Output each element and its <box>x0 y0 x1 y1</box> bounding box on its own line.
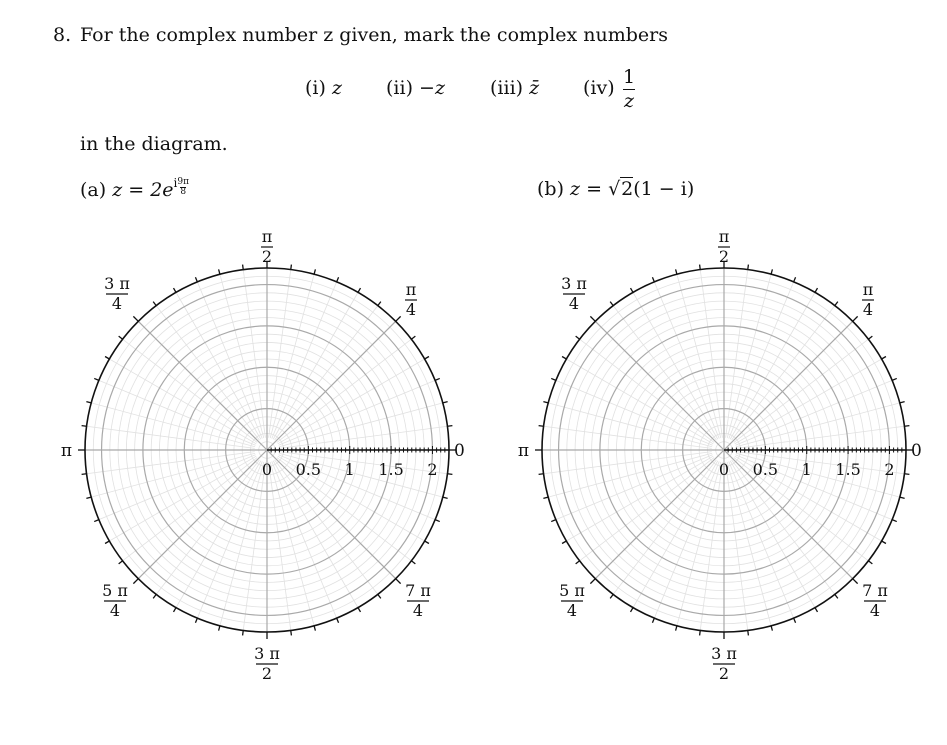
grid-b-angle-label-pi-2-den: 2 <box>718 247 730 266</box>
grid-b-angle-tick <box>853 316 858 321</box>
item-i-label: (i) <box>305 77 326 99</box>
grid-b-minor-spoke <box>726 270 748 438</box>
grid-b-angle-tick <box>610 302 613 306</box>
grid-b-angle-tick <box>543 402 548 403</box>
grid-b-minor-spoke <box>700 270 722 438</box>
grid-b-angle-tick <box>794 277 796 282</box>
grid-b-radial-label: 2 <box>884 460 895 479</box>
grid-b-angle-tick <box>610 594 613 598</box>
grid-b-minor-spoke <box>677 274 721 438</box>
item-iv-label: (iv) <box>583 77 615 99</box>
grid-b-radial-label: 0 <box>718 460 730 479</box>
grid-b-angle-tick <box>815 288 818 292</box>
grid-b-angle-tick <box>900 402 905 403</box>
grid-a-radial-label: 0 <box>261 460 273 479</box>
grid-b-minor-spoke <box>736 403 900 447</box>
grid-b-angle-label-3pi-4 <box>561 274 587 313</box>
grid-b-angle-tick <box>562 357 566 360</box>
grid-a-angle-label-pi-4-den: 4 <box>405 300 417 319</box>
grid-b-angle-label-pi-4 <box>862 280 874 319</box>
grid-b-angle-label-7pi-4-num: 7 π <box>862 581 888 600</box>
grid-b-angle-tick <box>676 626 677 631</box>
part-b-lhs: z = <box>570 178 609 200</box>
grid-b-angle-tick <box>539 474 544 475</box>
item-iii-label: (iii) <box>490 77 524 99</box>
grid-b-angle-label-pi: π <box>517 441 529 461</box>
grid-b-angle-tick <box>576 561 580 564</box>
grid-b-angle-label-pi-2 <box>718 227 730 266</box>
grid-b-minor-spoke <box>544 452 712 474</box>
grid-b-angle-tick <box>652 277 654 282</box>
grid-b-angle-tick <box>631 608 634 612</box>
question-prompt: For the complex number z given, mark the complex numbers <box>80 24 668 46</box>
grid-b-angle-tick <box>882 541 886 544</box>
grid-b-angle-tick <box>868 336 872 339</box>
grid-a-angle-label-7pi-4-den: 4 <box>412 601 424 620</box>
grid-b-minor-spoke <box>548 403 712 447</box>
grid-b-angle-tick <box>853 579 858 584</box>
grid-a-angle-label-5pi-4-den: 4 <box>109 601 121 620</box>
grid-a-angle-label-pi-2-den: 2 <box>261 247 273 266</box>
grid-a-radial-label: 1.5 <box>378 460 404 479</box>
grid-b-angle-tick <box>676 269 677 274</box>
grid-b-minor-spoke <box>677 462 721 626</box>
grid-b-minor-spoke <box>700 462 722 630</box>
question-suffix: in the diagram. <box>80 133 228 155</box>
grid-b-angle-label-3pi-4-den: 4 <box>568 294 580 313</box>
grid-a-radial-label: 1 <box>344 460 355 479</box>
grid-b-angle-label-5pi-4-num: 5 π <box>559 581 585 600</box>
grid-b-angle-tick <box>904 474 909 475</box>
grid-a-angle-label-3pi-2-den: 2 <box>261 664 273 683</box>
part-a-exp-num: 9π <box>177 177 190 187</box>
grid-b-angle-label-pi-4-num: π <box>862 280 874 299</box>
grid-b-angle-tick <box>892 378 897 380</box>
grid-b-minor-spoke <box>548 453 712 497</box>
item-i-expr: z <box>331 77 342 99</box>
grid-b-angle-tick <box>543 497 548 498</box>
grid-a-angle-label-pi: π <box>60 441 72 461</box>
part-b-rhs: (1 − i) <box>633 178 695 200</box>
part-a-letter: (a) <box>80 179 107 201</box>
grid-b-angle-tick <box>904 426 909 427</box>
grid-b-angle-tick <box>815 608 818 612</box>
item-iii-expr: z̄ <box>529 77 540 99</box>
grid-a-angle-label-pi-4-num: π <box>405 280 417 299</box>
grid-b-minor-spoke <box>544 426 712 448</box>
grid-b-angle-tick <box>794 618 796 623</box>
grid-a-angle-label-3pi-4-den: 4 <box>111 294 123 313</box>
grid-b-radial-label: 1.5 <box>835 460 861 479</box>
grid-b-angle-tick <box>700 265 701 270</box>
grid-b-angle-label-7pi-4 <box>862 581 888 620</box>
grid-b-angle-label-3pi-2-den: 2 <box>718 664 730 683</box>
grid-b-angle-label-5pi-4-den: 4 <box>566 601 578 620</box>
grid-a-angle-label-3pi-4-num: 3 π <box>104 274 130 293</box>
grid-b-major-spoke <box>595 321 724 450</box>
grid-a-angle-label-7pi-4-num: 7 π <box>405 581 431 600</box>
grid-b-angle-label-5pi-4 <box>559 581 585 620</box>
grid-b-angle-tick <box>551 520 556 522</box>
grid-b-angle-tick <box>576 336 580 339</box>
grid-b-angle-tick <box>631 288 634 292</box>
item-ii-expr: −z <box>419 77 445 99</box>
grid-a-angle-label-5pi-4-num: 5 π <box>102 581 128 600</box>
grid-b-angle-tick <box>835 302 838 306</box>
grid-b-angle-label-pi-2-num: π <box>718 227 730 246</box>
grid-b-radial-label: 0.5 <box>752 460 779 479</box>
grid-b-minor-spoke <box>736 426 904 448</box>
grid-b-angle-tick <box>539 426 544 427</box>
grid-b-angle-tick <box>590 579 595 584</box>
grid-b-angle-tick <box>748 265 749 270</box>
grid-b-angle-label-7pi-4-den: 4 <box>869 601 881 620</box>
grid-b-angle-label-3pi-2 <box>711 644 737 683</box>
grid-a-radial-label: 0.5 <box>295 460 322 479</box>
grid-b-minor-spoke <box>726 462 748 630</box>
item-ii-label: (ii) <box>386 77 413 99</box>
question-number: 8. <box>53 24 72 46</box>
part-b-letter: (b) <box>537 178 564 200</box>
grid-a-angle-label-0: 0 <box>454 441 465 461</box>
grid-a-radial-label: 2 <box>427 460 438 479</box>
part-b-sqrt-arg: 2 <box>621 178 634 200</box>
grid-b-angle-label-pi-4-den: 4 <box>862 300 874 319</box>
part-b-label: (b) z = √2(1 − i) <box>537 178 695 200</box>
grid-b-angle-tick <box>748 630 749 635</box>
grid-b-angle-tick <box>652 618 654 623</box>
grid-b-angle-label-0: 0 <box>911 441 922 461</box>
part-a-exp-i: i <box>173 176 178 190</box>
grid-b-angle-tick <box>892 520 897 522</box>
grid-b-angle-tick <box>700 630 701 635</box>
grid-b-major-spoke <box>595 450 724 579</box>
grid-b-angle-tick <box>562 541 566 544</box>
grid-b-minor-spoke <box>727 274 771 438</box>
grid-b-angle-tick <box>771 626 772 631</box>
grid-b-angle-tick <box>882 357 886 360</box>
grid-b-angle-tick <box>868 561 872 564</box>
grid-b-angle-label-3pi-4-num: 3 π <box>561 274 587 293</box>
grid-b-minor-spoke <box>727 462 771 626</box>
grid-b-angle-tick <box>590 316 595 321</box>
grid-b-angle-tick <box>551 378 556 380</box>
grid-b-angle-label-3pi-2-num: 3 π <box>711 644 737 663</box>
grid-b-angle-tick <box>771 269 772 274</box>
grid-a-angle-label-pi-2-num: π <box>261 227 273 246</box>
grid-b-radial-label: 1 <box>801 460 812 479</box>
grid-b-grid-lines <box>535 261 913 639</box>
part-a-lhs: z = 2e <box>112 179 174 201</box>
grid-b-major-spoke <box>724 450 853 579</box>
grid-b-angle-tick <box>900 497 905 498</box>
part-a-exp-den: 8 <box>180 187 187 197</box>
grid-b-major-spoke <box>724 321 853 450</box>
grid-b-angle-tick <box>835 594 838 598</box>
item-iv-denominator: z <box>624 90 635 112</box>
item-iv-numerator: 1 <box>623 66 636 88</box>
grid-a-angle-label-3pi-2-num: 3 π <box>254 644 280 663</box>
